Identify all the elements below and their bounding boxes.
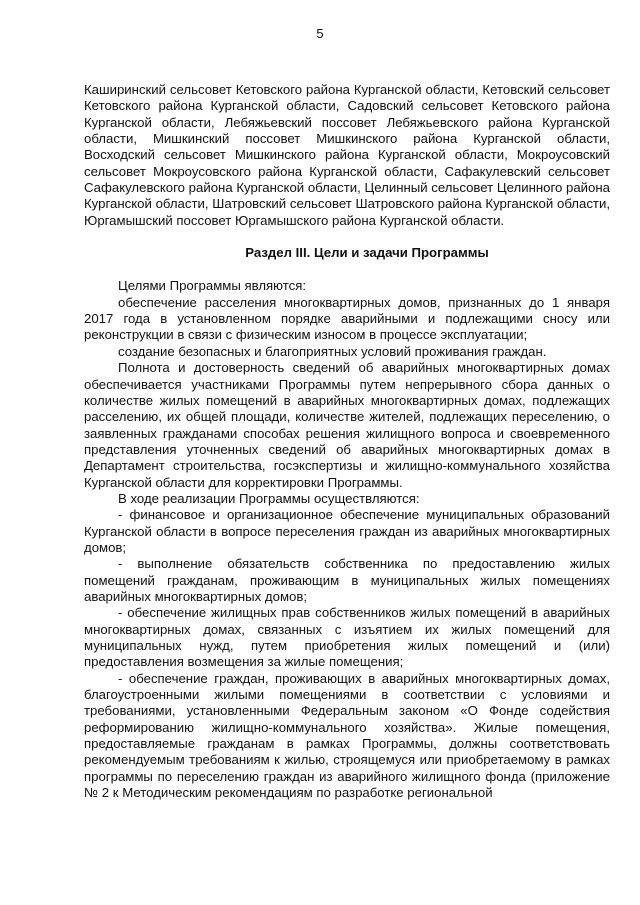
intro-paragraph: Каширинский сельсовет Кетовского района Курганской области, Кетовский сельсовет Кетовского района Курганской области, Садовский сельсовет Кетовского района Курганской области, Лебяжьевский поссовет Лебяжьевского района Курганской области, Мишкинский поссовет Мишкинского района Курганской области, Восходский сельсовет Мишкинского района Курганской области, Мокроусовский сельсовет Мокроусовского района Курганской области, Сафакулевский сельсовет Сафакулевского района Курганской области, Целинный сельсовет Целинного района Курганской области, Шатровский сельсовет Шатровского района Курганской области, Юргамышский поссовет Юргамышского района Курганской области. bbox=[84, 82, 610, 228]
completeness-paragraph: Полнота и достоверность сведений об аварийных многоквартирных домах обеспечивается участниками Программы путем непрерывного сбора данных о количестве жилых помещений в аварийных многоквартирных домах, подлежащих расселению, их общей площади, количестве жителей, подлежащих переселению, о заявленных гражданами способах решения жилищного вопроса и своевременного представления уточненных сведений об аварийных многоквартирных домах в Департамент строительства, госэкспертизы и жилищно-коммунального хозяйства Курганской области для корректировки Программы. bbox=[84, 360, 610, 490]
document-body bbox=[84, 82, 610, 801]
task-item: - обеспечение граждан, проживающих в аварийных многоквартирных домах, благоустроенными жилыми помещениями в соответствии с условиями и требованиями, установленными Федеральным законом «О Фонде содействия реформированию жилищно-коммунального хозяйства». Жилые помещения, предоставляемые гражданам в рамках Программы, должны соответствовать рекомендуемым требованиям к жилью, строящемуся или приобретаемому в рамках программы по переселению граждан из аварийного жилищного фонда (приложение № 2 к Методическим рекомендациям по разработке региональной bbox=[84, 670, 610, 801]
page-number: 5 bbox=[316, 26, 324, 41]
task-item: - обеспечение жилищных прав собственников жилых помещений в аварийных многоквартирных домах, связанных с изъятием их жилых помещений для муниципальных нужд, путем приобретения жилых помещений и (или) предоставления возмещения за жилые помещения; bbox=[84, 605, 610, 670]
task-item: - выполнение обязательств собственника по предоставлению жилых помещений гражданам, проживающим в муниципальных жилых помещениях аварийных многоквартирных домов; bbox=[84, 556, 610, 604]
goals-intro: Целями Программы являются: bbox=[118, 278, 307, 294]
goal-item: обеспечение расселения многоквартирных домов, признанных до 1 января 2017 года в установленном порядке аварийными и подлежащими сносу или реконструкции в связи с физическим износом в процессе эксплуатации; bbox=[84, 294, 610, 343]
goal-item: создание безопасных и благоприятных условий проживания граждан. bbox=[118, 343, 547, 359]
section-heading: Раздел III. Цели и задачи Программы bbox=[245, 245, 489, 261]
task-item: - финансовое и организационное обеспечение муниципальных образований Курганской области в вопросе переселения граждан из аварийных многоквартирных домов; bbox=[84, 507, 610, 555]
tasks-intro: В ходе реализации Программы осуществляются: bbox=[118, 490, 420, 506]
